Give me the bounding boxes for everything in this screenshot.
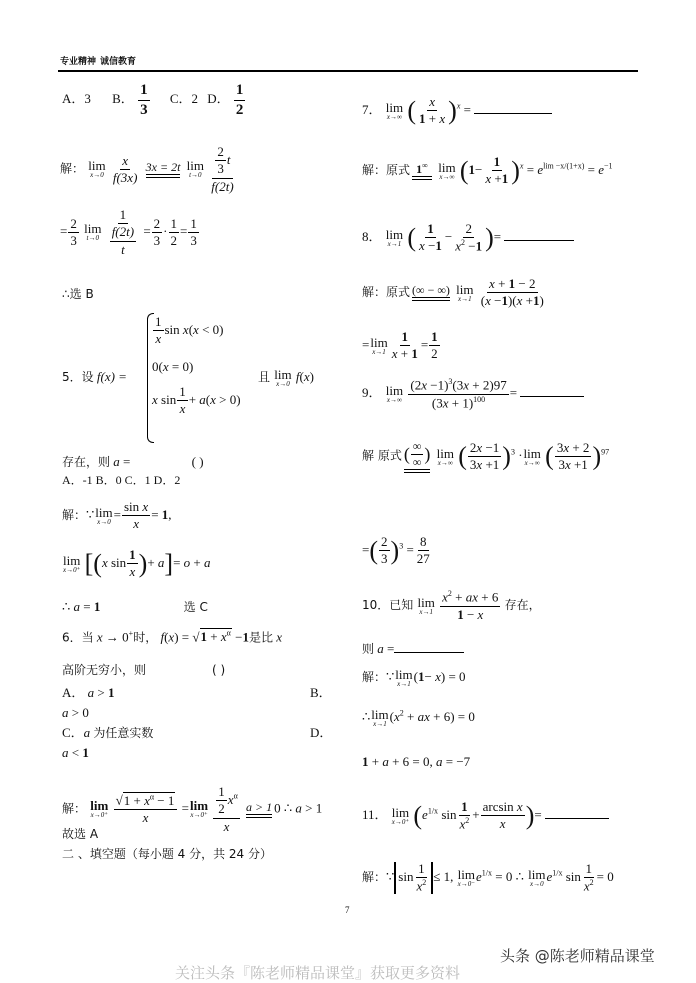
q6-option-d: D． (310, 725, 333, 740)
q5-case-2: 0(x = 0) (152, 359, 194, 374)
q7-solution: 解：原式 1∞ lim x→∞ (1− $\frac{1}{x +1}$ )$^x = e^{lim -x/(1+x)} = e^{-1}$ (362, 154, 613, 187)
q5-suffix: 且 lim x→0 f(x) (258, 367, 314, 388)
q6-option-d-value: a < 1 (62, 745, 89, 760)
q6-option-c: C．a 为任意实数 (62, 725, 154, 740)
q6-option-b: B． (310, 685, 332, 700)
option-d: D． (207, 90, 230, 106)
option-b: B． (112, 90, 134, 106)
q5-answer: ∴ a = 1 选 C (62, 599, 208, 614)
q5-options: A．-1 B．0 C．1 D．2 (62, 473, 181, 487)
q6-solution: 解： lim x→0⁺ $\frac{√1 + x^\alpha - 1}{x}$ = lim x→0⁺ $\frac{1}{2}$ $x^\alpha$ x a > 1 0 ∴ a > 1 (62, 784, 323, 834)
header-right: 诚信教育 (100, 57, 137, 67)
q10-solution-2: ∴ lim x→1 ($x^2$ + ax + 6) = 0 (362, 707, 475, 728)
q6-option-a: A． a > 1 (62, 685, 115, 700)
q5-exists: 存在，则 a = ( ) (62, 454, 204, 469)
q4-conclusion: ∴选 B (62, 287, 94, 301)
q5-case-1: $\frac{1}{x}$ sin x(x < 0) (155, 314, 224, 347)
q9: 9． lim x→∞ $\frac{(2x -1)^3(3x + 2)97}{(3x + 1)^{100}}$ = (362, 378, 584, 410)
q5-prefix: 5．设 f(x) = (62, 369, 127, 384)
q10-solution-1: 解：∵ lim x→1 (1− x) = 0 (362, 667, 466, 688)
q7: 7． lim x→∞ ( $\frac{x}{1 + x}$ )$^x$ = (362, 95, 552, 127)
q8: 8． lim x→1 ( $\frac{1}{x -1}$ − $\frac{2}{x^2 -1}$ )= (362, 222, 574, 254)
q4-options: A．3 B． $\frac{1}{3}$ C．2 D． $\frac{1}{2}$ (62, 82, 244, 118)
header-rule (58, 70, 638, 72)
page-number: 7 (345, 905, 350, 915)
q8-solution-2: = lim x→1 $\frac{1}{x + 1}$ = $\frac{1}{2}$ (362, 329, 438, 362)
q4-solution-line1: 解： lim x→0 $\frac{x}{f(3x)}$ 3x = 2t lim t→0 $\frac{2}{3}$ t f(2t) (60, 144, 234, 194)
q11: 11． lim x→0⁺ ($e^{1/x}$ sin $\frac{1}{x^2}$ + $\frac{\text{arcsin x}}{x}$ )= (362, 800, 609, 832)
q8-solution: 解：原式 (∞ − ∞) lim x→1 $\frac{x + 1 - 2}{(x -1)(x +1)}$ (362, 276, 544, 309)
q10-ask: 则 a = (362, 642, 464, 655)
q5-case-3: x sin $\frac{1}{x}$ + a(x > 0) (152, 384, 241, 417)
header-left: 专业精神 (60, 57, 97, 67)
q11-solution: 解：∵ sin $\frac{1}{x^2}$ ≤ 1, lim x→0⁻ $e^{1/x} = 0$ ∴ lim x→0 $e^{1/x}$ sin $\frac{1}{x^2}$ = 0 (362, 861, 614, 894)
q9-solution: 解 原式 ( $\frac{\infty}{\infty}$ ) lim x→∞ ( $\frac{2x -1}{3x +1}$ )$^3$ · lim x→∞ ( $\frac{3x + 2}{3x +1}$ )$^{97}$ (362, 439, 610, 473)
brand-watermark: 头条 @陈老师精品课堂 (500, 947, 655, 965)
q10: 10．已知 lim x→1 $\frac{x^2 + ax + 6}{1 - x}$ 存在， (362, 589, 541, 622)
q10-solution-3: 1 + a + 6 = 0, a = −7 (362, 754, 471, 769)
section-2-heading: 二 、填空题（每小题 4 分，共 24 分） (62, 847, 272, 861)
q5-solution-2: lim x→0⁺ [(x sin $\frac{1}{x}$ )+ a]= o + a (63, 547, 211, 580)
option-a: A．3 (62, 90, 91, 106)
option-c: C．2 (169, 90, 198, 106)
q6-option-b-value: a > 0 (62, 705, 89, 720)
q5-solution-1: 解：∵ lim x→0 = $\frac{\text{sin x}}{x}$ = 1, (62, 499, 172, 532)
q6-conclusion: 故选 A (62, 827, 99, 841)
q4-solution-line2: = $\frac{2}{3}$ lim t→0 $\frac{1}{\frac{f(2t)}{t}}$ = $\frac{2}{3}$ · $\frac{1}{2}$ = $\frac{1}{3}$ (60, 207, 197, 257)
q6-line2: 高阶无穷小，则 ( ) (62, 663, 226, 677)
bottom-watermark: 关注头条『陈老师精品课堂』获取更多资料 (175, 964, 461, 982)
q6-line1: 6．当 x → 0+时， $f(x) = √1 + x^\alpha -1$是比 x (62, 629, 282, 645)
q9-solution-2: =( $\frac{2}{3}$ )$^3$ = $\frac{8}{27}$ (362, 534, 430, 567)
